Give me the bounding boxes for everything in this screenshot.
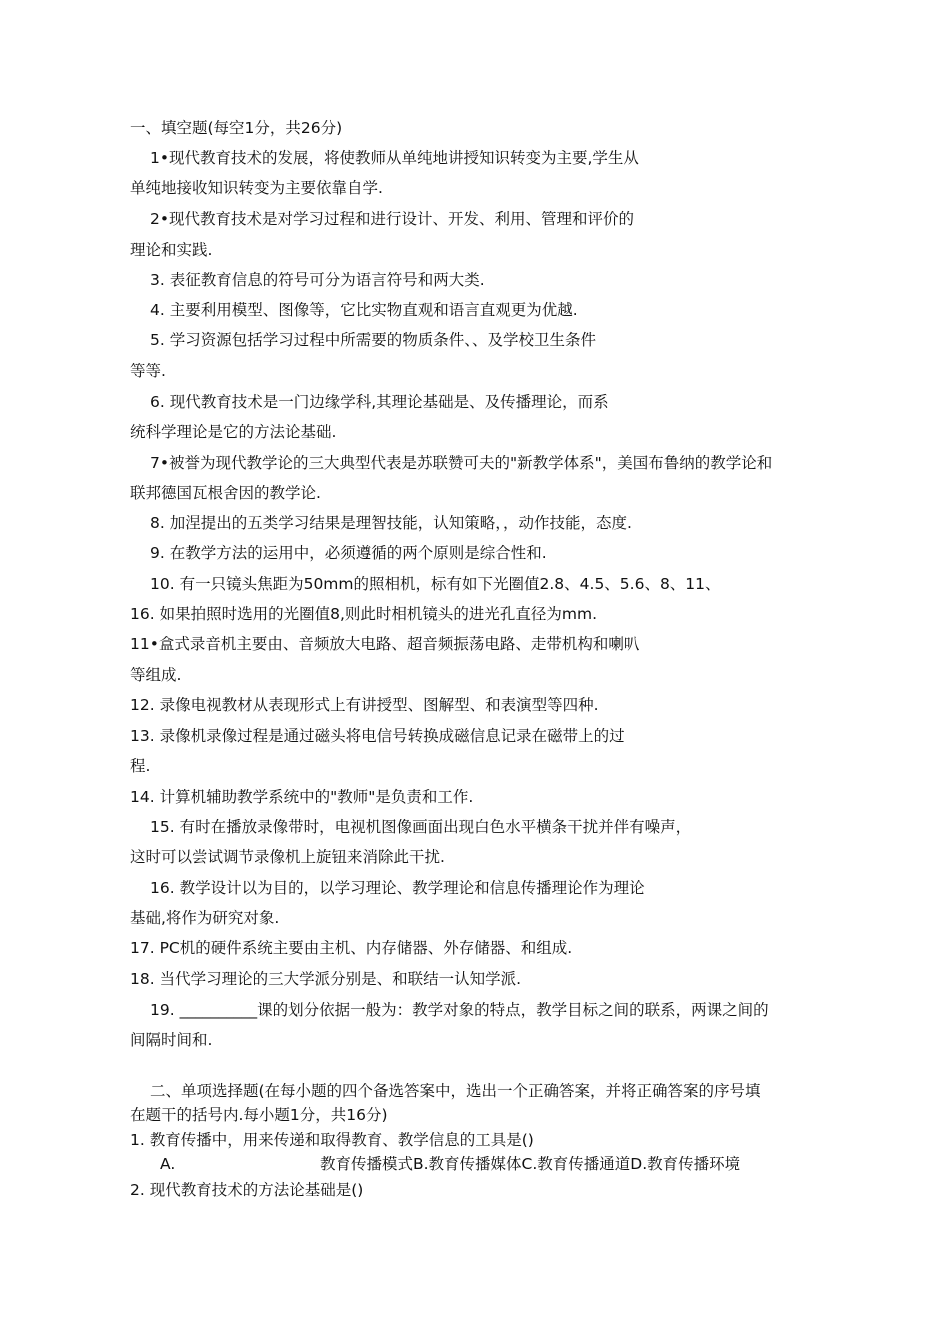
- q4-line: 4. 主要利用模型、图像等，它比实物直观和语言直观更为优越.: [150, 301, 578, 319]
- q13-line1: 13. 录像机录像过程是通过磁头将电信号转换成磁信息记录在磁带上的过: [130, 727, 625, 745]
- mc-q1-option-a-label: A.: [160, 1155, 176, 1173]
- q11-line2: 等组成.: [130, 666, 182, 684]
- q7-line1: 7•被誉为现代教学论的三大典型代表是苏联赞可夫的"新教学体系"，美国布鲁纳的教学论和: [150, 454, 773, 472]
- q18-line: 18. 当代学习理论的三大学派分别是、和联结一认知学派.: [130, 970, 522, 988]
- q19-line2: 间隔时间和.: [130, 1031, 213, 1049]
- q17-line: 17. PC机的硬件系统主要由主机、内存储器、外存储器、和组成.: [130, 939, 573, 957]
- q16-line1: 16. 教学设计以为目的，以学习理论、教学理论和信息传播理论作为理论: [150, 879, 645, 897]
- q11-line1: 11•盒式录音机主要由、音频放大电路、超音频振荡电路、走带机构和喇叭: [130, 635, 640, 653]
- section2-heading-line1: 二、单项选择题(在每小题的四个备选答案中，选出一个正确答案，并将正确答案的序号填: [150, 1082, 761, 1100]
- q13-line2: 程.: [130, 757, 151, 775]
- q2-line2: 理论和实践.: [130, 241, 213, 259]
- q5-line1: 5. 学习资源包括学习过程中所需要的物质条件、、及学校卫生条件: [150, 331, 596, 349]
- q10-line1: 10. 有一只镜头焦距为50mm的照相机，标有如下光圈值2.8、4.5、5.6、8、11、: [150, 575, 721, 593]
- q1-line1: 1•现代教育技术的发展，将使教师从单纯地讲授知识转变为主要,学生从: [150, 149, 639, 167]
- mc-q1-stem: 1. 教育传播中，用来传递和取得教育、教学信息的工具是(): [130, 1131, 534, 1149]
- q15-line2: 这时可以尝试调节录像机上旋钮来消除此干扰.: [130, 848, 445, 866]
- q5-line2: 等等.: [130, 362, 166, 380]
- q6-line1: 6. 现代教育技术是一门边缘学科,其理论基础是、及传播理论，而系: [150, 393, 609, 411]
- q3-line: 3. 表征教育信息的符号可分为语言符号和两大类.: [150, 271, 485, 289]
- q15-line1: 15. 有时在播放录像带时，电视机图像画面出现白色水平横条干扰并伴有噪声，: [150, 818, 692, 836]
- mc-q1-options: 教育传播模式B.教育传播媒体C.教育传播通道D.教育传播环境: [320, 1155, 741, 1173]
- mc-q2-stem: 2. 现代教育技术的方法论基础是(): [130, 1181, 364, 1199]
- q6-line2: 统科学理论是它的方法论基础.: [130, 423, 337, 441]
- q16-line2: 基础,将作为研究对象.: [130, 909, 280, 927]
- q12-line: 12. 录像电视教材从表现形式上有讲授型、图解型、和表演型等四种.: [130, 696, 599, 714]
- q1-line2: 单纯地接收知识转变为主要依靠自学.: [130, 179, 383, 197]
- q2-line1: 2•现代教育技术是对学习过程和进行设计、开发、利用、管理和评价的: [150, 210, 635, 228]
- q19-line1: 19. __________课的划分依据一般为：教学对象的特点，教学目标之间的联系，两课之间的: [150, 1001, 769, 1019]
- q9-line: 9. 在教学方法的运用中，必须遵循的两个原则是综合性和.: [150, 544, 547, 562]
- q10-line2: 16. 如果拍照时选用的光圈值8,则此时相机镜头的进光孔直径为mm.: [130, 605, 597, 623]
- q7-line2: 联邦德国瓦根舍因的教学论.: [130, 484, 321, 502]
- q14-line: 14. 计算机辅助教学系统中的"教师"是负责和工作.: [130, 788, 474, 806]
- section2-heading-line2: 在题干的括号内.每小题1分，共16分): [130, 1106, 388, 1124]
- section1-heading: 一、填空题(每空1分，共26分): [130, 119, 343, 137]
- q8-line: 8. 加涅提出的五类学习结果是理智技能，认知策略，，动作技能，态度.: [150, 514, 632, 532]
